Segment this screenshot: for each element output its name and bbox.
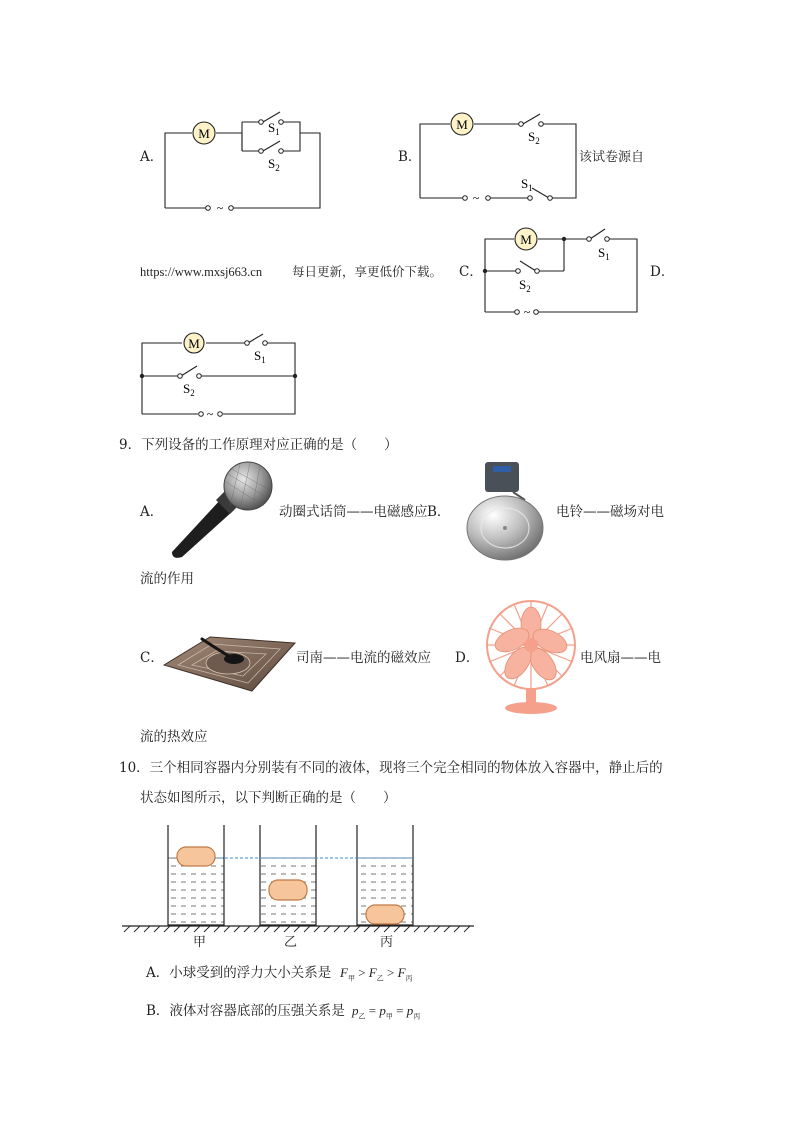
suspended-object: [269, 880, 307, 900]
ac-source-label: ~: [206, 407, 214, 421]
container-label-yi: 乙: [284, 935, 298, 950]
switch-s2-label: $S_2$: [519, 277, 531, 294]
q10-option-b-text: B．液体对容器底部的压强关系是: [146, 1003, 345, 1019]
container-bing: [357, 825, 413, 925]
motor-label: M: [198, 126, 210, 141]
motor-label: M: [456, 117, 468, 132]
q10-stem-line2: 状态如图所示，以下判断正确的是（ ）: [140, 790, 397, 806]
switch-s1-label: $S_1$: [598, 245, 610, 262]
option-b-letter: B．: [398, 149, 422, 165]
q9-option-b-text: 电铃——磁场对电: [556, 504, 664, 520]
container-yi: [260, 825, 316, 925]
electric-fan-image: [481, 597, 581, 717]
q10-option-b-formula: $p_乙 = p_甲 = p_丙$: [352, 1003, 421, 1021]
q10-option-a-formula: $F_甲 > F_乙 > F_丙$: [340, 965, 413, 983]
sinan-compass-image: [162, 625, 297, 695]
q9-option-a-text: 动圈式话筒——电磁感应: [279, 504, 428, 520]
option-d-letter: D．: [650, 264, 675, 280]
q9-option-c-text: 司南——电流的磁效应: [296, 650, 431, 666]
motor-label: M: [520, 232, 532, 247]
switch-s1-label: $S_1$: [254, 348, 266, 365]
q9-stem: 9．下列设备的工作原理对应正确的是（ ）: [119, 437, 398, 453]
motor-label: M: [188, 336, 200, 351]
q9-option-d-text: 电风扇——电: [580, 650, 661, 666]
microphone-image: [160, 460, 280, 560]
q9-option-b-continued: 流的作用: [140, 571, 194, 587]
switch-s1-label: $S_1$: [521, 176, 533, 193]
q9-option-a-letter: A．: [140, 504, 164, 520]
floating-object: [177, 847, 215, 866]
ac-source-label: ~: [216, 201, 224, 215]
circuit-diagram-a: [160, 108, 350, 218]
q9-option-b-letter: B．: [427, 504, 451, 520]
option-a-letter: A．: [140, 149, 164, 165]
source-note: 每日更新，享更低价下载。: [292, 264, 443, 279]
container-jia: [168, 825, 224, 925]
ac-source-label: ~: [472, 191, 480, 205]
option-c-letter: C．: [459, 264, 483, 280]
switch-s2-label: $S_2$: [528, 129, 540, 146]
circuit-diagram-d: [140, 333, 305, 421]
q9-option-d-continued: 流的热效应: [140, 729, 208, 745]
watermark-note: 该试卷源自: [579, 150, 645, 165]
circuit-diagram-b: [418, 110, 598, 210]
source-url: https://www.mxsj663.cn: [140, 265, 263, 279]
q10-option-a-text: A．小球受到的浮力大小关系是: [146, 965, 332, 981]
q9-option-d-letter: D．: [455, 650, 480, 666]
container-label-bing: 丙: [380, 935, 394, 950]
switch-s2-label: $S_2$: [183, 381, 195, 398]
ac-source-label: ~: [523, 305, 531, 319]
circuit-diagram-c: [482, 226, 647, 319]
electric-bell-image: [463, 460, 553, 565]
container-label-jia: 甲: [193, 935, 207, 950]
switch-s1-label: $S_1$: [268, 120, 280, 137]
q10-stem-line1: 10．三个相同容器内分别装有不同的液体，现将三个完全相同的物体放入容器中，静止后的: [119, 760, 663, 776]
sunk-object: [366, 905, 404, 924]
q9-option-c-letter: C．: [140, 650, 164, 666]
containers-diagram: [120, 822, 480, 952]
switch-s2-label: $S_2$: [268, 156, 280, 173]
